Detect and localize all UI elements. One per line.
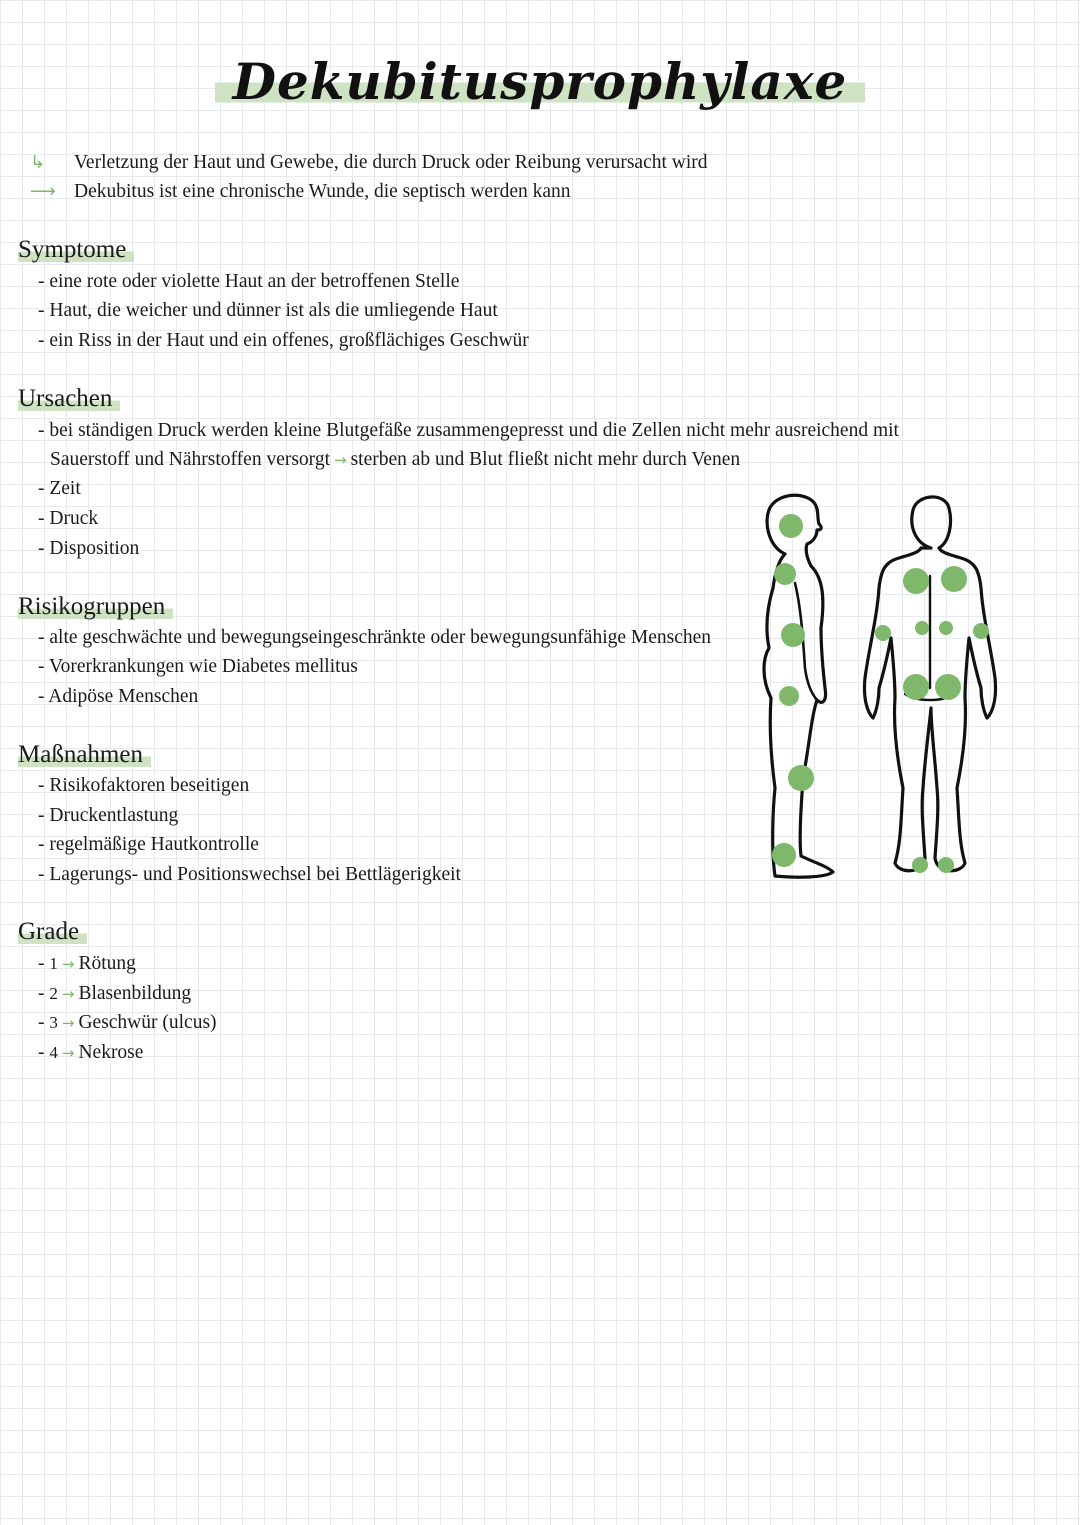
list-item: - Disposition: [38, 538, 140, 559]
human-back-view-icon: [864, 497, 995, 871]
heading-grade: Grade: [18, 918, 87, 946]
grade-number: 2: [49, 984, 58, 1003]
page-title: Dekubitusprophylaxe: [215, 52, 866, 111]
pressure-point-marker: [779, 686, 799, 706]
heading-ursachen: Ursachen: [18, 385, 120, 413]
list-item: - Druck: [38, 508, 99, 529]
intro-text: Verletzung der Haut und Gewebe, die durch Druck oder Reibung verursacht wird: [74, 152, 708, 173]
grade-text: Blasenbildung: [78, 983, 192, 1004]
list-item: - Risikofaktoren beseitigen: [38, 775, 250, 796]
pressure-point-marker: [973, 623, 989, 639]
right-arrow-icon: →: [334, 451, 347, 469]
pressure-point-marker: [772, 843, 796, 867]
right-arrow-icon: →: [61, 1044, 75, 1062]
pressure-point-marker: [788, 765, 814, 791]
grade-item: - 1 → Rötung: [38, 953, 136, 974]
pressure-point-marker: [939, 621, 953, 635]
grade-number: 3: [49, 1013, 58, 1032]
grade-item: - 3 → Geschwür (ulcus): [38, 1012, 217, 1033]
list-item: - regelmäßige Hautkontrolle: [38, 834, 259, 855]
right-arrow-icon: ⟶: [30, 181, 56, 202]
title-container: [0, 52, 1080, 111]
intro-line: [30, 181, 571, 203]
list-item: - eine rote oder violette Haut an der betroffenen Stelle: [38, 271, 460, 292]
list-item-continuation: [50, 449, 740, 471]
pressure-point-markers: [772, 514, 989, 873]
list-item: - ein Riss in der Haut und ein offenes, großflächiges Geschwür: [38, 330, 529, 351]
heading-massnahmen: Maßnahmen: [18, 741, 151, 769]
human-side-view-icon: [764, 495, 833, 877]
pressure-point-marker: [781, 623, 805, 647]
pressure-point-marker: [875, 625, 891, 641]
list-item: - Vorerkrankungen wie Diabetes mellitus: [38, 656, 358, 677]
list-item: - Zeit: [38, 478, 81, 499]
pressure-point-marker: [774, 563, 796, 585]
grade-number: 1: [49, 954, 58, 973]
list-item: - alte geschwächte und bewegungseingeschränkte oder bewegungsunfähige Menschen: [38, 627, 712, 648]
heading-symptome: Symptome: [18, 236, 134, 264]
grade-text: Rötung: [78, 953, 136, 974]
list-item: - Lagerungs- und Positionswechsel bei Bettlägerigkeit: [38, 864, 461, 885]
right-arrow-icon: →: [61, 955, 75, 973]
grade-item: - 4 → Nekrose: [38, 1042, 144, 1063]
pressure-point-marker: [903, 674, 929, 700]
pressure-point-marker: [938, 857, 954, 873]
list-item: - Adipöse Menschen: [38, 686, 199, 707]
pressure-points-illustration: [755, 488, 1005, 883]
list-item: - Haut, die weicher und dünner ist als die umliegende Haut: [38, 300, 498, 321]
continuation-text: sterben ab und Blut fließt nicht mehr durch Venen: [350, 449, 741, 470]
pressure-point-marker: [941, 566, 967, 592]
continuation-text: Sauerstoff und Nährstoffen versorgt: [50, 449, 330, 470]
grade-text: Geschwür (ulcus): [78, 1012, 217, 1033]
grade-number: 4: [49, 1043, 58, 1062]
pressure-point-marker: [935, 674, 961, 700]
pressure-point-marker: [915, 621, 929, 635]
list-item: - bei ständigen Druck werden kleine Blutgefäße zusammengepresst und die Zellen nicht mehr ausreichend mit: [38, 420, 899, 441]
grade-item: - 2 → Blasenbildung: [38, 983, 192, 1004]
list-item: - Druckentlastung: [38, 805, 179, 826]
return-arrow-icon: ↳: [30, 152, 46, 173]
heading-risikogruppen: Risikogruppen: [18, 593, 173, 621]
pressure-point-marker: [912, 857, 928, 873]
right-arrow-icon: →: [61, 1014, 75, 1032]
pressure-point-marker: [779, 514, 803, 538]
grade-text: Nekrose: [78, 1042, 144, 1063]
intro-text: Dekubitus ist eine chronische Wunde, die septisch werden kann: [74, 181, 571, 202]
pressure-point-marker: [903, 568, 929, 594]
right-arrow-icon: →: [61, 985, 75, 1003]
intro-line: [30, 152, 708, 174]
